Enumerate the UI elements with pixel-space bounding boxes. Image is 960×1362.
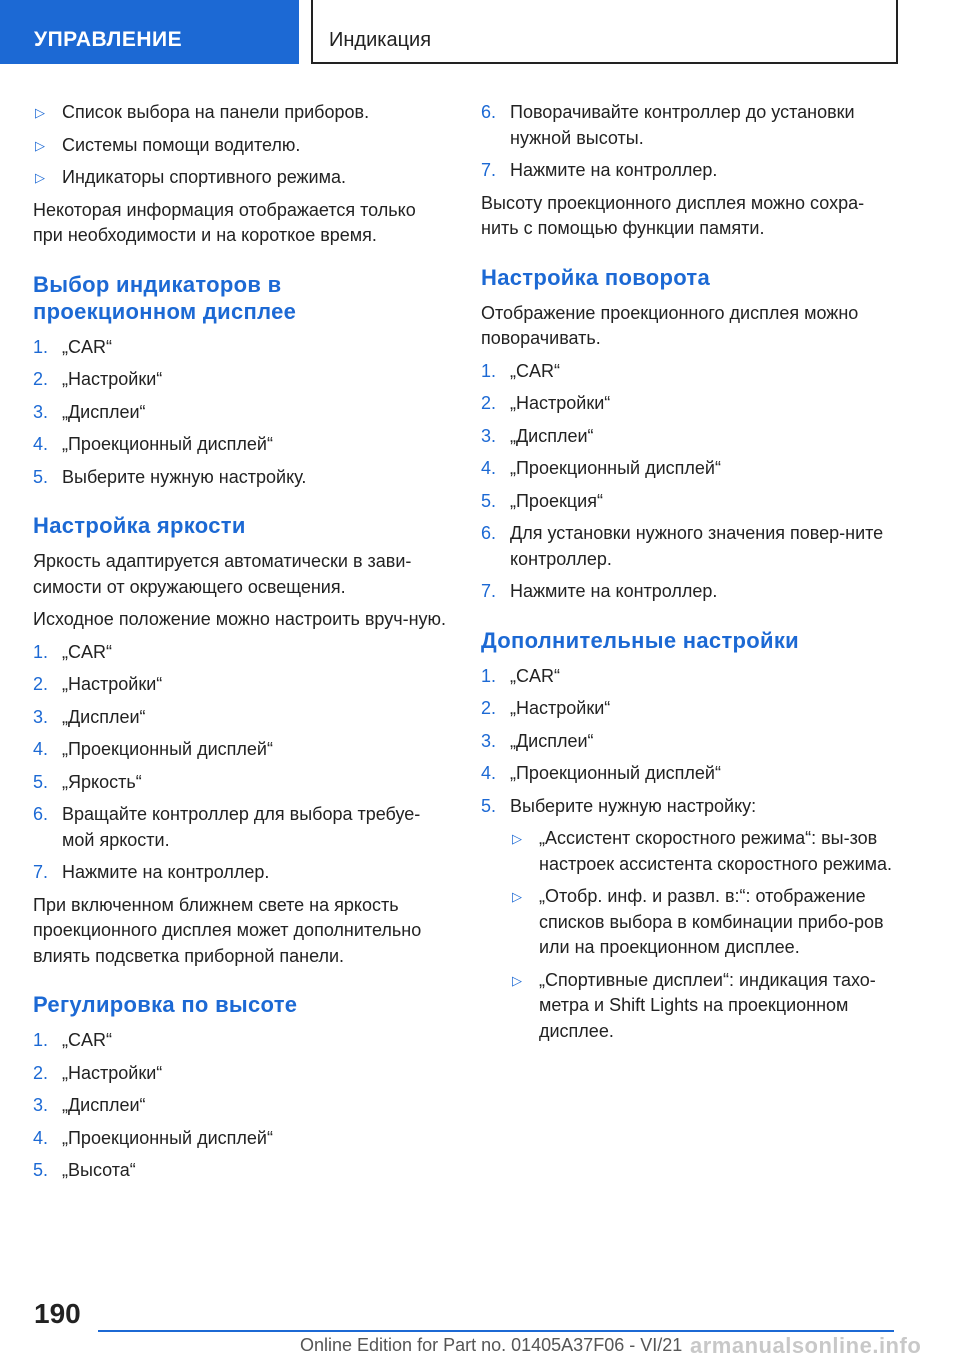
triangle-right-icon: ▷ [512, 831, 522, 846]
step-item: 7. Нажмите на контроллер. [481, 581, 718, 601]
step-item: 3. „Дисплеи“ [33, 1095, 146, 1115]
step-item: 5. „Проекция“ [481, 490, 603, 511]
triangle-right-icon: ▷ [35, 137, 45, 153]
section-title: УПРАВЛЕНИЕ [34, 28, 183, 51]
list-item: ▷ Список выбора на панели приборов. [33, 100, 448, 126]
section-heading: Настройка поворота [481, 264, 711, 290]
step-item: 2. „Настройки“ [33, 369, 163, 389]
step-item: 6. Поворачивайте контроллер до установки нужной высоты. [481, 102, 855, 148]
step-item: 3. „Дисплеи“ [481, 730, 594, 751]
triangle-right-icon: ▷ [35, 170, 45, 185]
paragraph: При включенном ближнем свете на яркость проекционного дисплея может дополнительно влиять подсветка приборной панели. [33, 894, 422, 966]
step-item: 2. „Настройки“ [481, 393, 611, 413]
sub-list-item: ▷ „Отобр. инф. и развл. в:“: отображение списков выбора в комбинации прибо-ров или на проекционном дисплее. [512, 886, 884, 957]
triangle-right-icon: ▷ [35, 105, 45, 120]
paragraph: Некоторая информация отображается только при необходимости и на короткое время. [33, 199, 416, 245]
step-item: 5. Выберите нужную настройку. [33, 466, 307, 487]
step-item: 4. „Проекционный дисплей“ [33, 739, 273, 759]
step-item: 6. Вращайте контроллер для выбора требуе-мой яркости. [33, 804, 421, 850]
triangle-right-icon: ▷ [512, 889, 522, 904]
step-item: 1. „CAR“ [481, 665, 560, 686]
step-item: 5. „Яркость“ [33, 771, 142, 792]
step-item: 1. „CAR“ [33, 1030, 112, 1050]
footer-edition: Online Edition for Part no. 01405A37F06 - VI/21 [300, 1335, 683, 1355]
list-item: ▷ Индикаторы спортивного режима. [33, 165, 448, 191]
step-item: 3. „Дисплеи“ [33, 401, 146, 422]
step-item: 4. „Проекционный дисплей“ [481, 763, 721, 783]
section-tab [0, 0, 299, 64]
step-item: 1. „CAR“ [33, 336, 112, 357]
triangle-right-icon: ▷ [512, 972, 522, 988]
footer-divider [98, 1330, 894, 1332]
paragraph: Отображение проекционного дисплея можно поворачивать. [481, 302, 859, 348]
step-item: 2. „Настройки“ [481, 698, 611, 718]
step-item: 3. „Дисплеи“ [481, 425, 594, 446]
step-item: 3. „Дисплеи“ [33, 706, 146, 727]
left-column [33, 100, 448, 1191]
page-number: 190 [34, 1298, 81, 1329]
step-item: 4. „Проекционный дисплей“ [33, 1127, 273, 1148]
step-item: 5. „Высота“ [33, 1160, 136, 1180]
step-item: 2. „Настройки“ [33, 674, 163, 694]
step-item: 1. „CAR“ [33, 641, 112, 662]
chapter-title: Индикация [329, 29, 432, 51]
section-heading: Выбор индикаторов в проекционном дисплее [33, 271, 297, 324]
step-item: 5. Выберите нужную настройку: [481, 795, 757, 816]
step-item: 4. „Проекционный дисплей“ [33, 434, 273, 454]
step-item: 1. „CAR“ [481, 360, 560, 381]
step-item: 7. Нажмите на контроллер. [481, 160, 718, 180]
step-item: 2. „Настройки“ [33, 1062, 163, 1083]
sub-list-item: ▷ „Спортивные дисплеи“: индикация тахо-метра и Shift Lights на проекционном дисплее. [512, 969, 876, 1041]
section-heading: Дополнительные настройки [481, 627, 799, 653]
watermark: armanualsonline.info [690, 1333, 922, 1358]
step-item: 6. Для установки нужного значения повер-ните контроллер. [481, 523, 884, 569]
step-item: 4. „Проекционный дисплей“ [481, 458, 721, 478]
step-item: 7. Нажмите на контроллер. [33, 862, 270, 882]
paragraph: Яркость адаптируется автоматически в зави-симости от окружающего освещения. [33, 551, 412, 597]
list-item: ▷ Системы помощи водителю. [33, 133, 448, 159]
paragraph: Высоту проекционного дисплея можно сохра-нить с помощью функции памяти. [481, 192, 865, 238]
section-heading: Регулировка по высоте [33, 992, 298, 1017]
chapter-tab [311, 0, 898, 64]
section-heading: Настройка яркости [33, 513, 246, 538]
right-column [481, 100, 896, 1051]
paragraph: Исходное положение можно настроить вруч-ную. [33, 609, 447, 629]
sub-list-item: ▷ „Ассистент скоростного режима“: вы-зов настроек ассистента скоростного режима. [512, 828, 893, 874]
